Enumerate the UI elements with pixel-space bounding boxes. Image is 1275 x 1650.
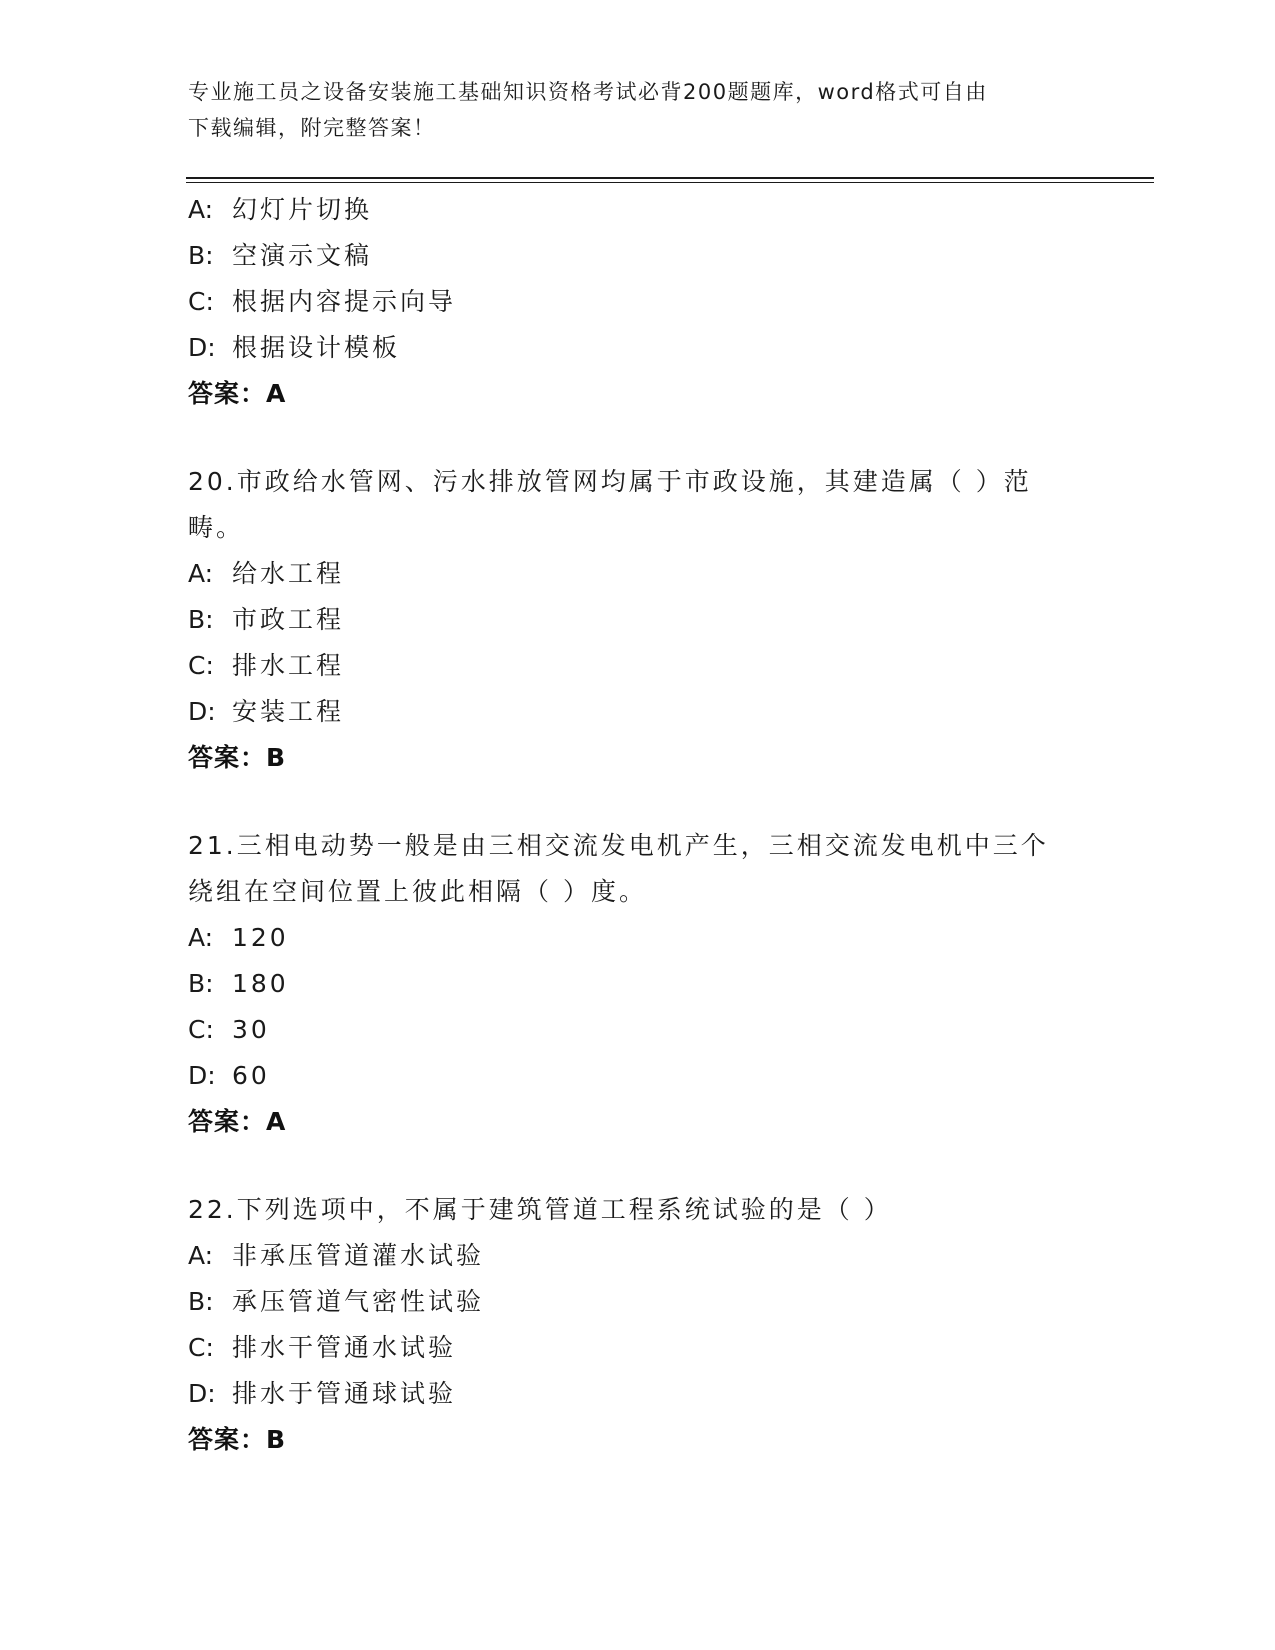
question-stem-line-1: 20.市政给水管网、污水排放管网均属于市政设施，其建造属（ ）范: [188, 467, 1032, 496]
question-list: [188, 187, 1088, 1505]
option-letter: C:: [188, 1015, 214, 1044]
option-letter: D:: [188, 333, 216, 362]
question-20: [188, 459, 1088, 781]
option-c: [188, 1007, 1088, 1053]
option-letter: B:: [188, 969, 214, 998]
document-header: [188, 74, 1068, 146]
answer-line: 答案：B: [188, 743, 287, 772]
option-b: [188, 1279, 1088, 1325]
option-c: [188, 1325, 1088, 1371]
question-stem-line-1: 22.下列选项中，不属于建筑管道工程系统试验的是（ ）: [188, 1195, 892, 1224]
option-text: 30: [232, 1015, 270, 1044]
option-text: 120: [232, 923, 289, 952]
option-letter: A:: [188, 1241, 214, 1270]
header-line-1: 专业施工员之设备安装施工基础知识资格考试必背200题题库，word格式可自由: [188, 80, 988, 104]
option-text: 排水干管通水试验: [232, 1333, 457, 1362]
option-letter: D:: [188, 1061, 216, 1090]
option-text: 180: [232, 969, 289, 998]
option-text: 承压管道气密性试验: [232, 1287, 485, 1316]
option-text: 排水于管通球试验: [232, 1379, 457, 1408]
option-letter: B:: [188, 1287, 214, 1316]
option-d: [188, 325, 1088, 371]
option-text: 根据内容提示向导: [232, 287, 457, 316]
question-22: [188, 1187, 1088, 1463]
option-text: 幻灯片切换: [232, 195, 373, 224]
option-a: [188, 915, 1088, 961]
answer-line: 答案：B: [188, 1425, 287, 1454]
option-letter: C:: [188, 651, 214, 680]
option-a: [188, 187, 1088, 233]
question-21: [188, 823, 1088, 1145]
answer-line: 答案：A: [188, 379, 287, 408]
option-text: 非承压管道灌水试验: [232, 1241, 485, 1270]
option-letter: B:: [188, 605, 214, 634]
answer-line: 答案：A: [188, 1107, 287, 1136]
question-19-continued: [188, 187, 1088, 417]
option-letter: D:: [188, 697, 216, 726]
question-stem-line-1: 21.三相电动势一般是由三相交流发电机产生，三相交流发电机中三个: [188, 831, 1049, 860]
option-letter: A:: [188, 559, 214, 588]
option-text: 安装工程: [232, 697, 345, 726]
option-text: 60: [232, 1061, 270, 1090]
option-a: [188, 551, 1088, 597]
option-text: 根据设计模板: [232, 333, 401, 362]
option-d: [188, 689, 1088, 735]
option-text: 排水工程: [232, 651, 345, 680]
option-c: [188, 643, 1088, 689]
option-letter: C:: [188, 1333, 214, 1362]
option-text: 空演示文稿: [232, 241, 373, 270]
option-letter: D:: [188, 1379, 216, 1408]
header-divider-thin: [186, 182, 1154, 183]
header-line-2: 下载编辑，附完整答案！: [188, 116, 436, 140]
option-letter: A:: [188, 923, 214, 952]
option-c: [188, 279, 1088, 325]
option-b: [188, 961, 1088, 1007]
option-text: 给水工程: [232, 559, 345, 588]
option-b: [188, 233, 1088, 279]
option-b: [188, 597, 1088, 643]
option-letter: B:: [188, 241, 214, 270]
question-stem-line-2: 绕组在空间位置上彼此相隔（ ）度。: [188, 877, 647, 906]
option-letter: C:: [188, 287, 214, 316]
question-stem-line-2: 畴。: [188, 513, 245, 542]
option-d: [188, 1053, 1088, 1099]
header-divider-thick: [186, 177, 1154, 179]
option-letter: A:: [188, 195, 214, 224]
option-text: 市政工程: [232, 605, 345, 634]
option-a: [188, 1233, 1088, 1279]
option-d: [188, 1371, 1088, 1417]
